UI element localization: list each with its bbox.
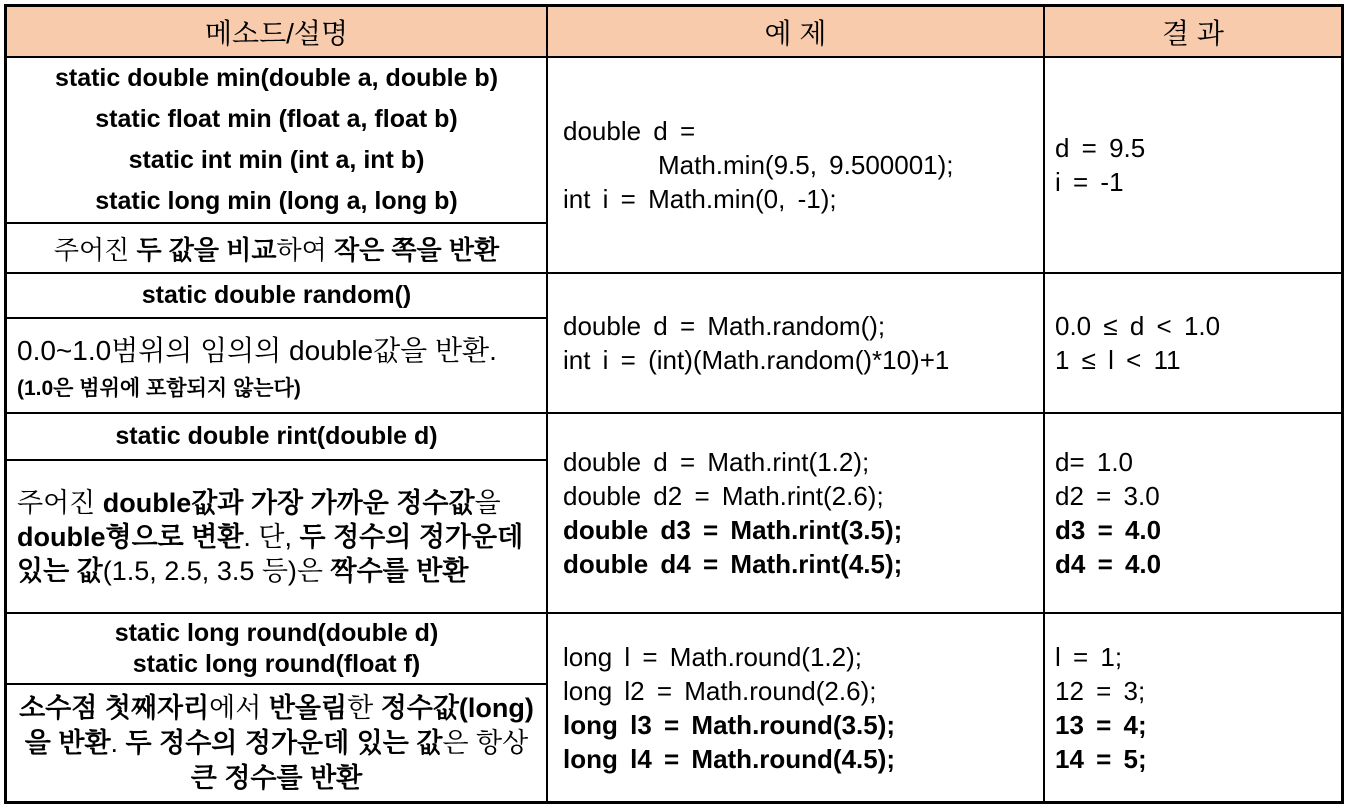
description-text	[17, 486, 538, 588]
math-methods-table	[4, 4, 1344, 804]
min-result-cell	[1045, 58, 1341, 274]
desc-segment: 두 정수의 정가운데 있는 값	[17, 521, 524, 586]
desc-segment: 큰 정수를 반환	[190, 762, 363, 793]
header-method-desc: 메소드/설명	[7, 7, 548, 58]
min-example-cell	[548, 58, 1045, 274]
result-line: d3 = 4.0	[1055, 515, 1162, 545]
example-line: int i = Math.min(0, -1);	[563, 184, 837, 214]
method-line: static long min (long a, long b)	[95, 187, 458, 215]
desc-segment: 은 항상	[442, 727, 529, 758]
header-row	[7, 7, 1341, 58]
desc-segment: 주어진	[17, 487, 103, 518]
desc-segment: 반올림	[268, 692, 348, 723]
result-line: d2 = 3.0	[1055, 481, 1160, 511]
description-note: (1.0은 범위에 포함되지 않는다)	[17, 377, 301, 400]
example-line: int i = (int)(Math.random()*10)+1	[563, 345, 950, 375]
round-signatures	[7, 614, 546, 685]
example-line: long l = Math.round(1.2);	[563, 641, 862, 672]
method-line: static double random()	[141, 281, 412, 309]
description-text	[7, 230, 546, 267]
desc-segment: 짝수를 반환	[330, 555, 469, 586]
random-signatures	[7, 274, 546, 319]
row-min	[7, 58, 1341, 274]
result-line: l = 1;	[1055, 641, 1123, 672]
result-line: 14 = 5;	[1055, 743, 1147, 774]
desc-segment: 두 값을 비교	[136, 234, 277, 265]
example-line: double d =	[563, 116, 696, 146]
desc-segment: .	[110, 727, 126, 758]
example-line: double d = Math.rint(1.2);	[563, 447, 870, 477]
method-line: static double rint(double d)	[115, 422, 438, 450]
example-line: Math.min(9.5, 9.500001);	[658, 150, 954, 180]
desc-segment: 정수값(long)을 반환	[24, 692, 534, 758]
round-example-cell	[548, 614, 1045, 801]
desc-segment: double형으로 변환	[17, 521, 244, 552]
desc-segment: 하여	[276, 234, 334, 265]
desc-segment: double값과 가장 가까운 정수값	[102, 487, 475, 518]
method-line: static float min (float a, float b)	[95, 105, 458, 133]
method-line: static long round(float f)	[132, 649, 421, 678]
rint-description	[7, 461, 546, 612]
rint-result-cell	[1045, 414, 1341, 614]
random-description	[7, 319, 546, 412]
example-line: long l4 = Math.round(4.5);	[563, 743, 896, 774]
rint-example-cell	[548, 414, 1045, 614]
round-description	[7, 685, 546, 801]
method-line: static int min (int a, int b)	[128, 146, 425, 174]
rint-signatures	[7, 414, 546, 461]
desc-segment: 두 정수의 정가운데 있는 값	[125, 727, 443, 758]
round-method-desc-cell	[7, 614, 548, 801]
result-line: 12 = 3;	[1055, 675, 1146, 706]
min-description	[7, 224, 546, 272]
example-line: double d4 = Math.rint(4.5);	[563, 549, 903, 579]
example-line: long l2 = Math.round(2.6);	[563, 675, 877, 706]
example-line: double d3 = Math.rint(3.5);	[563, 515, 903, 545]
example-line: long l3 = Math.round(3.5);	[563, 709, 896, 740]
row-rint	[7, 414, 1341, 614]
result-line: 13 = 4;	[1055, 709, 1147, 740]
description-text: 0.0~1.0범위의 임의의 double값을 반환.	[17, 335, 497, 366]
desc-segment: 한	[347, 692, 381, 723]
result-line: 0.0 ≤ d < 1.0	[1055, 311, 1221, 341]
description-text	[11, 691, 542, 796]
desc-segment: 주어진	[53, 234, 137, 265]
rint-method-desc-cell	[7, 414, 548, 614]
desc-segment: 에서	[209, 692, 269, 723]
min-method-desc-cell	[7, 58, 548, 274]
random-example-cell	[548, 274, 1045, 414]
header-result: 결 과	[1045, 7, 1341, 58]
example-line: double d2 = Math.rint(2.6);	[563, 481, 884, 511]
min-signatures	[7, 58, 546, 224]
random-result-cell	[1045, 274, 1341, 414]
result-line: i = -1	[1055, 167, 1124, 197]
method-line: static long round(double d)	[114, 618, 439, 647]
row-random	[7, 274, 1341, 414]
desc-segment: 작은 쪽을 반환	[333, 234, 500, 265]
header-example: 예 제	[548, 7, 1045, 58]
result-line: d= 1.0	[1055, 447, 1134, 477]
example-line: double d = Math.random();	[563, 311, 886, 341]
result-line: d = 9.5	[1055, 133, 1146, 163]
desc-segment: . 단,	[243, 521, 300, 552]
desc-segment: 소수점 첫째자리	[19, 692, 210, 723]
result-line: 1 ≤ l < 11	[1055, 345, 1181, 375]
desc-segment: 을	[474, 487, 501, 518]
random-method-desc-cell	[7, 274, 548, 414]
row-round	[7, 614, 1341, 801]
round-result-cell	[1045, 614, 1341, 801]
method-line: static double min(double a, double b)	[54, 64, 499, 92]
result-line: d4 = 4.0	[1055, 549, 1162, 579]
desc-segment: (1.5, 2.5, 3.5 등)은	[102, 555, 331, 586]
